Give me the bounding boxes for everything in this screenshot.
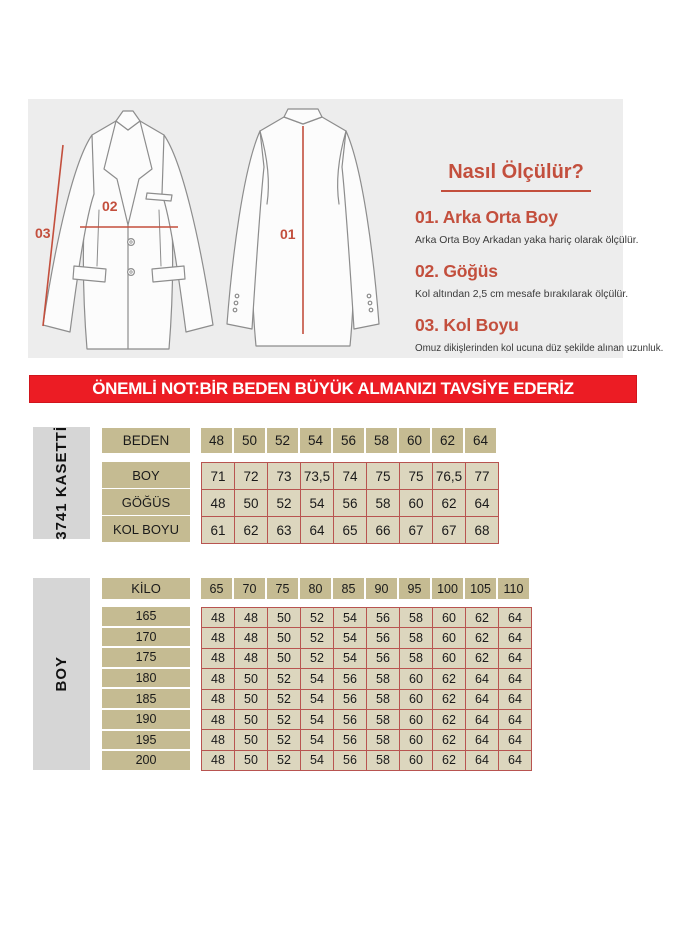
weight-value-cell: 60 — [433, 628, 466, 648]
weight-value-cell: 58 — [367, 690, 400, 710]
weight-value-cell: 58 — [400, 608, 433, 628]
weight-header-cell: 80 — [300, 578, 331, 599]
guide-item-description: Omuz dikişlerinden kol ucuna düz şekilde alınan uzunluk. — [415, 343, 664, 354]
weight-value-cell: 64 — [466, 690, 499, 710]
size-value-cell: 66 — [367, 517, 400, 544]
weight-row-labels — [102, 607, 190, 770]
weight-table-group-label: BOY — [53, 656, 70, 692]
weight-value-cell: 60 — [400, 751, 433, 771]
weight-value-cell: 60 — [400, 669, 433, 689]
weight-value-cell: 54 — [301, 669, 334, 689]
weight-value-cell: 56 — [367, 649, 400, 669]
weight-value-cell: 50 — [235, 710, 268, 730]
size-grid — [201, 462, 499, 544]
size-header-cell: 50 — [234, 428, 265, 453]
weight-row-label: 175 — [102, 648, 190, 667]
guide-item-back-length — [415, 207, 639, 246]
weight-value-cell: 48 — [202, 669, 235, 689]
weight-value-cell: 48 — [202, 751, 235, 771]
size-value-cell: 60 — [400, 490, 433, 517]
weight-value-cell: 64 — [499, 608, 532, 628]
guide-title: Nasıl Ölçülür? — [441, 161, 591, 192]
weight-header-cells — [201, 578, 529, 599]
guide-item-heading: 01. Arka Orta Boy — [415, 207, 558, 227]
size-value-cell: 50 — [235, 490, 268, 517]
weight-value-cell: 56 — [367, 608, 400, 628]
weight-value-cell: 54 — [301, 730, 334, 750]
weight-value-cell: 52 — [268, 751, 301, 771]
sleeve-measure-label: 03 — [35, 225, 51, 241]
size-value-cell: 52 — [268, 490, 301, 517]
size-header-cells — [201, 428, 496, 453]
weight-value-cell: 56 — [334, 710, 367, 730]
size-value-cell: 54 — [301, 490, 334, 517]
guide-item-heading: 03. Kol Boyu — [415, 315, 519, 335]
weight-value-cell: 48 — [235, 628, 268, 648]
weight-value-cell: 52 — [301, 628, 334, 648]
weight-header-cell: 105 — [465, 578, 496, 599]
notice-banner — [29, 375, 637, 403]
size-value-cell: 61 — [202, 517, 235, 544]
weight-value-cell: 50 — [235, 690, 268, 710]
weight-value-cell: 64 — [499, 730, 532, 750]
size-value-cell: 67 — [433, 517, 466, 544]
weight-value-cell: 56 — [334, 730, 367, 750]
size-value-cell: 77 — [466, 463, 499, 490]
weight-value-cell: 60 — [433, 608, 466, 628]
weight-value-cell: 62 — [466, 628, 499, 648]
size-value-cell: 63 — [268, 517, 301, 544]
weight-value-cell: 48 — [202, 649, 235, 669]
size-value-cell: 62 — [433, 490, 466, 517]
weight-value-cell: 64 — [499, 690, 532, 710]
front-jacket-illustration — [43, 111, 213, 349]
weight-value-cell: 58 — [400, 628, 433, 648]
notice-banner-text: ÖNEMLİ NOT:BİR BEDEN BÜYÜK ALMANIZI TAVSİYE EDERİZ — [92, 379, 574, 398]
weight-value-cell: 48 — [202, 710, 235, 730]
size-value-cell: 71 — [202, 463, 235, 490]
weight-value-cell: 58 — [367, 730, 400, 750]
size-row-label: BOY — [102, 462, 190, 488]
weight-row-label: 180 — [102, 669, 190, 688]
guide-item-sleeve — [415, 315, 664, 354]
size-table-side-label — [33, 427, 90, 539]
back-length-measure-label: 01 — [280, 226, 296, 242]
weight-header-cell: 85 — [333, 578, 364, 599]
size-header-cell: 56 — [333, 428, 364, 453]
weight-value-cell: 56 — [334, 751, 367, 771]
size-value-cell: 75 — [400, 463, 433, 490]
weight-grid — [201, 607, 532, 771]
weight-value-cell: 50 — [268, 628, 301, 648]
weight-row-label: 195 — [102, 731, 190, 750]
weight-value-cell: 62 — [433, 730, 466, 750]
weight-value-cell: 48 — [202, 690, 235, 710]
weight-row-label: 200 — [102, 751, 190, 770]
weight-header-cell: 110 — [498, 578, 529, 599]
weight-value-cell: 62 — [433, 669, 466, 689]
weight-value-cell: 64 — [466, 710, 499, 730]
weight-row-label: 170 — [102, 628, 190, 647]
weight-value-cell: 62 — [433, 751, 466, 771]
weight-value-cell: 54 — [334, 649, 367, 669]
weight-value-cell: 52 — [268, 690, 301, 710]
weight-value-cell: 56 — [334, 669, 367, 689]
size-header-cell: 48 — [201, 428, 232, 453]
size-value-cell: 74 — [334, 463, 367, 490]
weight-value-cell: 52 — [301, 649, 334, 669]
weight-value-cell: 64 — [466, 669, 499, 689]
size-table-group-label: 3741 KASETTİ — [53, 426, 70, 540]
size-header-cell: 54 — [300, 428, 331, 453]
weight-header-cell: 75 — [267, 578, 298, 599]
size-value-cell: 58 — [367, 490, 400, 517]
weight-value-cell: 62 — [433, 690, 466, 710]
weight-value-cell: 54 — [301, 690, 334, 710]
weight-value-cell: 52 — [268, 710, 301, 730]
weight-header-cell: 65 — [201, 578, 232, 599]
size-value-cell: 67 — [400, 517, 433, 544]
weight-value-cell: 48 — [235, 649, 268, 669]
weight-value-cell: 56 — [367, 628, 400, 648]
weight-header-cell: 95 — [399, 578, 430, 599]
weight-value-cell: 50 — [268, 608, 301, 628]
weight-value-cell: 58 — [367, 751, 400, 771]
weight-value-cell: 64 — [466, 730, 499, 750]
size-value-cell: 62 — [235, 517, 268, 544]
weight-value-cell: 64 — [499, 669, 532, 689]
weight-value-cell: 64 — [466, 751, 499, 771]
size-value-cell: 72 — [235, 463, 268, 490]
size-header-label: BEDEN — [102, 428, 190, 453]
weight-value-cell: 60 — [400, 690, 433, 710]
size-header-cell: 64 — [465, 428, 496, 453]
measure-guide — [415, 161, 664, 369]
weight-value-cell: 54 — [334, 628, 367, 648]
weight-value-cell: 64 — [499, 710, 532, 730]
weight-value-cell: 54 — [334, 608, 367, 628]
size-value-cell: 65 — [334, 517, 367, 544]
size-row-label: KOL BOYU — [102, 516, 190, 542]
weight-value-cell: 52 — [268, 730, 301, 750]
weight-value-cell: 48 — [202, 608, 235, 628]
weight-value-cell: 60 — [433, 649, 466, 669]
weight-value-cell: 58 — [367, 710, 400, 730]
weight-value-cell: 50 — [235, 669, 268, 689]
guide-item-chest — [415, 261, 629, 300]
size-row-labels — [102, 462, 190, 542]
size-value-cell: 64 — [301, 517, 334, 544]
weight-row-label: 185 — [102, 689, 190, 708]
weight-value-cell: 48 — [235, 608, 268, 628]
measure-panel — [28, 99, 664, 358]
weight-header-cell: 100 — [432, 578, 463, 599]
weight-value-cell: 56 — [334, 690, 367, 710]
weight-value-cell: 62 — [433, 710, 466, 730]
size-header-cell: 58 — [366, 428, 397, 453]
weight-value-cell: 48 — [202, 628, 235, 648]
weight-value-cell: 60 — [400, 710, 433, 730]
guide-item-description: Arka Orta Boy Arkadan yaka hariç olarak ölçülür. — [415, 235, 639, 246]
weight-value-cell: 64 — [499, 751, 532, 771]
weight-value-cell: 52 — [268, 669, 301, 689]
weight-value-cell: 50 — [235, 751, 268, 771]
weight-value-cell: 58 — [367, 669, 400, 689]
size-value-cell: 64 — [466, 490, 499, 517]
size-header-cell: 52 — [267, 428, 298, 453]
weight-value-cell: 50 — [235, 730, 268, 750]
weight-value-cell: 62 — [466, 608, 499, 628]
weight-value-cell: 64 — [499, 649, 532, 669]
size-row-label: GÖĞÜS — [102, 489, 190, 515]
weight-value-cell: 58 — [400, 649, 433, 669]
weight-header-label: KİLO — [102, 578, 190, 599]
weight-value-cell: 64 — [499, 628, 532, 648]
size-value-cell: 68 — [466, 517, 499, 544]
size-value-cell: 48 — [202, 490, 235, 517]
guide-item-description: Kol altından 2,5 cm mesafe bırakılarak ölçülür. — [415, 289, 629, 300]
weight-row-label: 190 — [102, 710, 190, 729]
size-header-cell: 60 — [399, 428, 430, 453]
guide-item-heading: 02. Göğüs — [415, 261, 498, 281]
weight-header-cell: 70 — [234, 578, 265, 599]
weight-value-cell: 54 — [301, 751, 334, 771]
weight-row-label: 165 — [102, 607, 190, 626]
weight-value-cell: 48 — [202, 730, 235, 750]
weight-value-cell: 50 — [268, 649, 301, 669]
size-value-cell: 76,5 — [433, 463, 466, 490]
weight-value-cell: 60 — [400, 730, 433, 750]
weight-header-cell: 90 — [366, 578, 397, 599]
size-value-cell: 75 — [367, 463, 400, 490]
chest-measure-label: 02 — [102, 198, 118, 214]
size-value-cell: 73,5 — [301, 463, 334, 490]
size-value-cell: 56 — [334, 490, 367, 517]
weight-value-cell: 54 — [301, 710, 334, 730]
size-value-cell: 73 — [268, 463, 301, 490]
size-header-cell: 62 — [432, 428, 463, 453]
weight-value-cell: 62 — [466, 649, 499, 669]
weight-table-side-label — [33, 578, 90, 770]
weight-value-cell: 52 — [301, 608, 334, 628]
